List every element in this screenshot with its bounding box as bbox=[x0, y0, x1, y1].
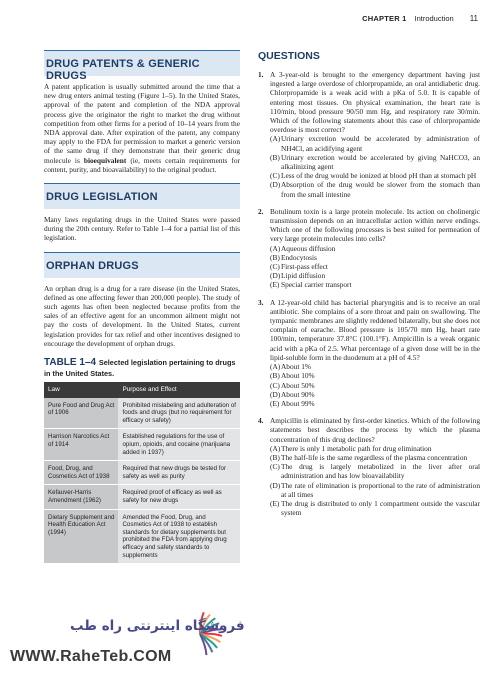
question-1 bbox=[258, 70, 480, 199]
law-cell: Food, Drug, and Cosmetics Act of 1938 bbox=[44, 461, 118, 485]
answer-option: (B) Endocytosis bbox=[270, 252, 317, 262]
answer-option: (D) Lipid diffusion bbox=[270, 271, 326, 281]
table-row bbox=[44, 461, 240, 485]
law-cell: Kefauver-Harris Amendment (1962) bbox=[44, 485, 118, 509]
watermark-persian-text: فروشگاه اینترنتی راه طب bbox=[70, 618, 245, 634]
answer-option: (B) Urinary excretion would be accelerated by giving NaHCO3, an alkalinizing agent bbox=[270, 152, 480, 172]
question-number: 3. bbox=[258, 297, 264, 307]
effect-cell: Required proof of efficacy as well as safety for new drugs bbox=[118, 485, 240, 509]
legislation-paragraph: Many laws regulating drugs in the United States were passed during the 20th century. Refer to Table 1–4 for a partial list of this legislation. bbox=[44, 215, 240, 243]
section-heading-legislation: DRUG LEGISLATION bbox=[44, 183, 240, 209]
answer-option: (A) There is only 1 metabolic path for drug elimination bbox=[270, 443, 432, 453]
question-3 bbox=[258, 298, 480, 408]
bioequivalent-term: bioequivalent bbox=[83, 155, 127, 165]
question-stem: Botulinum toxin is a large protein molecule. Its action on cholinergic transmission depends on an intracellular action within nerve endings. Which one of the following processes is best suited for permeation of very large protein molecules into cells? bbox=[270, 206, 480, 244]
table-label: TABLE 1–4 bbox=[44, 357, 97, 369]
answer-option: (C) About 50% bbox=[270, 380, 315, 390]
orphan-paragraph: An orphan drug is a drug for a rare disease (in the United States, defined as one affecting fewer than 200,000 people). The study of such agents has often been neglected because profits from the sales of an effective agent for an uncommon ailment might not pay the costs of development. In the United States, current legislation provides for tax relief and other incentives designed to encourage the development of orphan drugs. bbox=[44, 283, 240, 348]
section-heading-patents: DRUG PATENTS & GENERIC DRUGS bbox=[44, 50, 240, 76]
table-row bbox=[44, 485, 240, 509]
answer-option: (C) Less of the drug would be ionized at blood pH than at stomach pH bbox=[270, 171, 477, 181]
question-4 bbox=[258, 416, 480, 517]
answer-option: (C) First-pass effect bbox=[270, 262, 328, 272]
table-row bbox=[44, 509, 240, 564]
answer-option: (A) Aqueous diffusion bbox=[270, 243, 336, 253]
table-caption-line2: in the United States. bbox=[44, 369, 115, 379]
answer-option: (E) The drug is distributed to only 1 compartment outside the vascular system bbox=[270, 498, 480, 518]
legislation-table bbox=[44, 382, 240, 564]
answer-option: (C) The drug is largely metabolized in the liver after oral administration and has low bioavailability bbox=[270, 462, 480, 481]
answer-option: (B) About 10% bbox=[270, 371, 315, 381]
col-header-effect: Purpose and Effect bbox=[118, 382, 240, 398]
table-title bbox=[44, 357, 240, 368]
effect-cell: Prohibited mislabeling and adulteration of foods and drugs (but no requirement for efficacy or safety) bbox=[118, 398, 240, 429]
question-stem: Ampicillin is eliminated by first-order kinetics. Which of the following statements best describes the process by which the plasma concentration of this drug declines? bbox=[270, 416, 480, 444]
question-number: 2. bbox=[258, 206, 264, 216]
table-caption: Selected legislation pertaining to drugs bbox=[98, 358, 236, 368]
effect-cell: Required that new drugs be tested for safety as well as purity bbox=[118, 461, 240, 485]
table-row bbox=[44, 398, 240, 429]
answer-option: (D) About 90% bbox=[270, 389, 315, 399]
answer-option: (B) The half-life is the same regardless of the plasma concentration bbox=[270, 452, 468, 462]
left-column bbox=[44, 50, 240, 564]
answer-option: (A) Urinary excretion would be accelerated by administration of NH4Cl, an acidifying agent bbox=[270, 134, 480, 153]
table-row bbox=[44, 429, 240, 461]
page-number: 11 bbox=[469, 14, 478, 23]
question-2 bbox=[258, 207, 480, 290]
law-cell: Dietary Supplement and Health Education Act (1994) bbox=[44, 509, 118, 564]
col-header-law: Law bbox=[44, 382, 118, 398]
effect-cell: Established regulations for the use of opium, opioids, and cocaine (marijuana added in 1937) bbox=[118, 429, 240, 461]
question-stem: A 3-year-old is brought to the emergency department having just ingested a large overdose of chlorpropamide, an oral antidiabetic drug. Chlorpropamide is a weak acid with a pKa of 5.0. It is capable of entering most tissues. On physical examination, the heart rate is 110/min, blood pressure 90/50 mm Hg, and respiratory rate 30/min. Which of the following statements about this case of chlorpropamide overdose is most correct? bbox=[270, 70, 480, 135]
effect-cell: Amended the Food, Drug, and Cosmetics Act of 1938 to establish standards for dietary supplements but prohibited the FDA from applying drug efficacy and safety standards to supplements bbox=[118, 509, 240, 564]
running-header bbox=[330, 14, 478, 28]
question-number: 1. bbox=[258, 70, 264, 79]
law-cell: Harrison Narcotics Act of 1914 bbox=[44, 429, 118, 461]
section-heading-orphan: ORPHAN DRUGS bbox=[44, 252, 240, 278]
chapter-label: CHAPTER 1 bbox=[362, 14, 407, 23]
questions-heading: QUESTIONS bbox=[258, 50, 320, 62]
answer-option: (E) Special carrier transport bbox=[270, 280, 352, 290]
answer-option: (D) The rate of elimination is proportional to the rate of administration at all times bbox=[270, 480, 480, 499]
law-cell: Pure Food and Drug Act of 1906 bbox=[44, 398, 118, 429]
question-number: 4. bbox=[258, 416, 264, 426]
chapter-title: Introduction bbox=[414, 14, 454, 23]
answer-option: (E) About 99% bbox=[270, 398, 315, 408]
watermark-url: WWW.RaheTeb.COM bbox=[10, 648, 172, 665]
patents-paragraph: A patent application is usually submitted around the time that a new drug enters animal testing (Figure 1–5). In the United States, approval of the patent and completion of the NDA approval process give the originator the right to market the drug without competition from other firms for a period of 10–14 years from the NDA approval date. After expiration of the patent, any company may apply to the FDA for permission to market a generic version of the same drug if they demonstrate that their generic drug molecule is bioequivalent (ie, meets certain requirements for content, purity, and bioavailability) to the original product. bbox=[44, 82, 240, 174]
question-stem: A 12-year-old child has bacterial pharyngitis and is to receive an oral antibiotic. She complains of a sore throat and pain on swallowing. The tympanic membranes are slightly reddened bilaterally, but she does not complain of earache. Blood pressure is 105/70 mm Hg, heart rate 100/min, temperature 37.8°C (100.1°F). Ampicillin is a weak organic acid with a pKa of 2.5. What percentage of a given dose will be in the lipid-soluble form in the duodenum at a pH of 4.5? bbox=[270, 297, 480, 362]
questions-column bbox=[258, 50, 480, 525]
answer-option: (A) About 1% bbox=[270, 362, 311, 372]
answer-option: (D) Absorption of the drug would be slower from the stomach than from the small intestine bbox=[270, 180, 480, 199]
